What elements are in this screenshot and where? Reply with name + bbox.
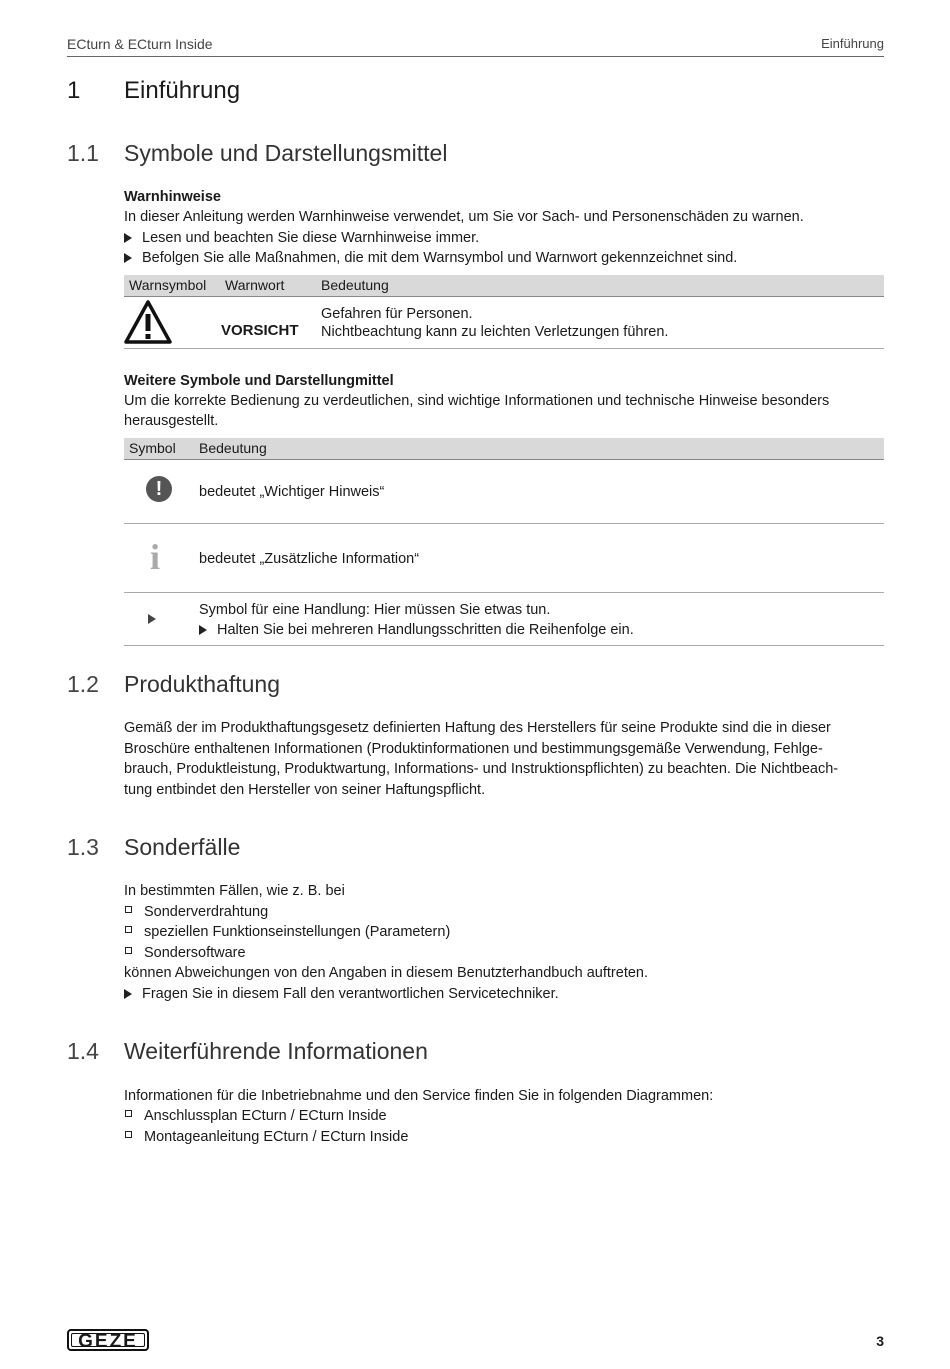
warn-table-col-word: Warnwort [225, 277, 285, 293]
action-symbol-cell [148, 610, 166, 628]
chapter-number: 1 [67, 77, 81, 104]
liability-line-3: brauch, Produktleistung, Produktwartung, Informations- und Instruktionspflichten) zu beachten. Die Nichtbeach- [124, 761, 839, 777]
liability-line-4: tung entbindet den Hersteller von seiner Haftungspflicht. [124, 782, 486, 798]
section-1-2-title: Produkthaftung [124, 671, 281, 697]
warn-table-col-symbol: Warnsymbol [129, 277, 207, 293]
bullet-square-icon [125, 926, 132, 933]
warn-table-col-meaning: Bedeutung [321, 277, 389, 293]
section-1-1-number: 1.1 [67, 140, 99, 166]
action-arrow-icon [124, 233, 132, 243]
action-arrow-icon [124, 253, 132, 263]
warn-table-rule [124, 348, 884, 349]
more-intro-2: herausgestellt. [124, 413, 219, 429]
symbol-table-rule-3 [124, 645, 884, 646]
header-section: Einführung [821, 36, 884, 51]
warn-step-2: Befolgen Sie alle Maßnahmen, die mit dem Warnsymbol und Warnwort gekennzeichnet sind. [124, 248, 737, 269]
special-after: können Abweichungen von den Angaben in diesem Benutzterhandbuch auftreten. [124, 965, 649, 981]
list-item: Sondersoftware [124, 943, 246, 964]
section-1-3-number: 1.3 [67, 834, 99, 860]
section-1-2-number: 1.2 [67, 671, 99, 697]
special-intro: In bestimmten Fällen, wie z. B. bei [124, 883, 345, 899]
section-1-4-title: Weiterführende Informationen [124, 1038, 428, 1064]
liability-line-1: Gemäß der im Produkthaftungsgesetz definierten Haftung des Herstellers für seine Produkte sind die in dieser [124, 720, 831, 736]
section-1-1-title: Symbole und Darstellungsmittel [124, 140, 448, 166]
header-rule [67, 56, 884, 57]
action-arrow-icon [148, 614, 156, 624]
liability-line-2: Broschüre enthaltenen Informationen (Produktinformationen und bestimmungsgemäße Verwendung, Fehlge- [124, 741, 823, 757]
section-1-4-number: 1.4 [67, 1038, 99, 1064]
warn-meaning-2: Nichtbeachtung kann zu leichten Verletzungen führen. [321, 324, 669, 340]
chapter-title: Einführung [124, 77, 241, 104]
symbol-table-col-symbol: Symbol [129, 440, 176, 456]
special-step: Fragen Sie in diesem Fall den verantwortlichen Servicetechniker. [124, 984, 559, 1005]
bullet-square-icon [125, 1131, 132, 1138]
list-item: speziellen Funktionseinstellungen (Parametern) [124, 922, 450, 943]
list-item: Sonderverdrahtung [124, 902, 268, 923]
symbol-table-rule-1 [124, 523, 884, 524]
list-item: Montageanleitung ECturn / ECturn Inside [124, 1127, 408, 1148]
header-doc-title: ECturn & ECturn Inside [67, 36, 213, 52]
symbol-meaning-info: bedeutet „Zusätzliche Information“ [199, 551, 420, 567]
geze-logo: GEZE [67, 1329, 149, 1351]
bullet-square-icon [125, 1110, 132, 1117]
more-intro-1: Um die korrekte Bedienung zu verdeutlichen, sind wichtige Informationen und technische Hinweise besonders [124, 393, 830, 409]
symbol-meaning-important: bedeutet „Wichtiger Hinweis“ [199, 484, 385, 500]
bullet-square-icon [125, 947, 132, 954]
info-icon: i [150, 537, 161, 577]
warning-triangle-icon [123, 299, 173, 345]
warn-step-1: Lesen und beachten Sie diese Warnhinweise immer. [124, 228, 479, 249]
list-item: Anschlussplan ECturn / ECturn Inside [124, 1106, 387, 1127]
warn-word: VORSICHT [221, 322, 299, 339]
bullet-square-icon [125, 906, 132, 913]
symbol-table-rule-2 [124, 592, 884, 593]
action-arrow-icon [124, 989, 132, 999]
important-icon: ! [146, 476, 172, 502]
symbol-meaning-action: Symbol für eine Handlung: Hier müssen Sie etwas tun. [199, 602, 551, 618]
warn-meaning-1: Gefahren für Personen. [321, 306, 473, 322]
action-arrow-icon [199, 625, 207, 635]
warn-intro: In dieser Anleitung werden Warnhinweise verwendet, um Sie vor Sach- und Personenschäden zu warnen. [124, 209, 804, 225]
symbol-meaning-action-sub: Halten Sie bei mehreren Handlungsschritten die Reihenfolge ein. [199, 620, 634, 641]
further-intro: Informationen für die Inbetriebnahme und den Service finden Sie in folgenden Diagrammen: [124, 1088, 714, 1104]
page-number: 3 [876, 1333, 884, 1349]
symbol-table-col-meaning: Bedeutung [199, 440, 267, 456]
section-1-3-title: Sonderfälle [124, 834, 241, 860]
more-heading: Weitere Symbole und Darstellungmittel [124, 373, 394, 389]
warn-heading: Warnhinweise [124, 189, 221, 205]
